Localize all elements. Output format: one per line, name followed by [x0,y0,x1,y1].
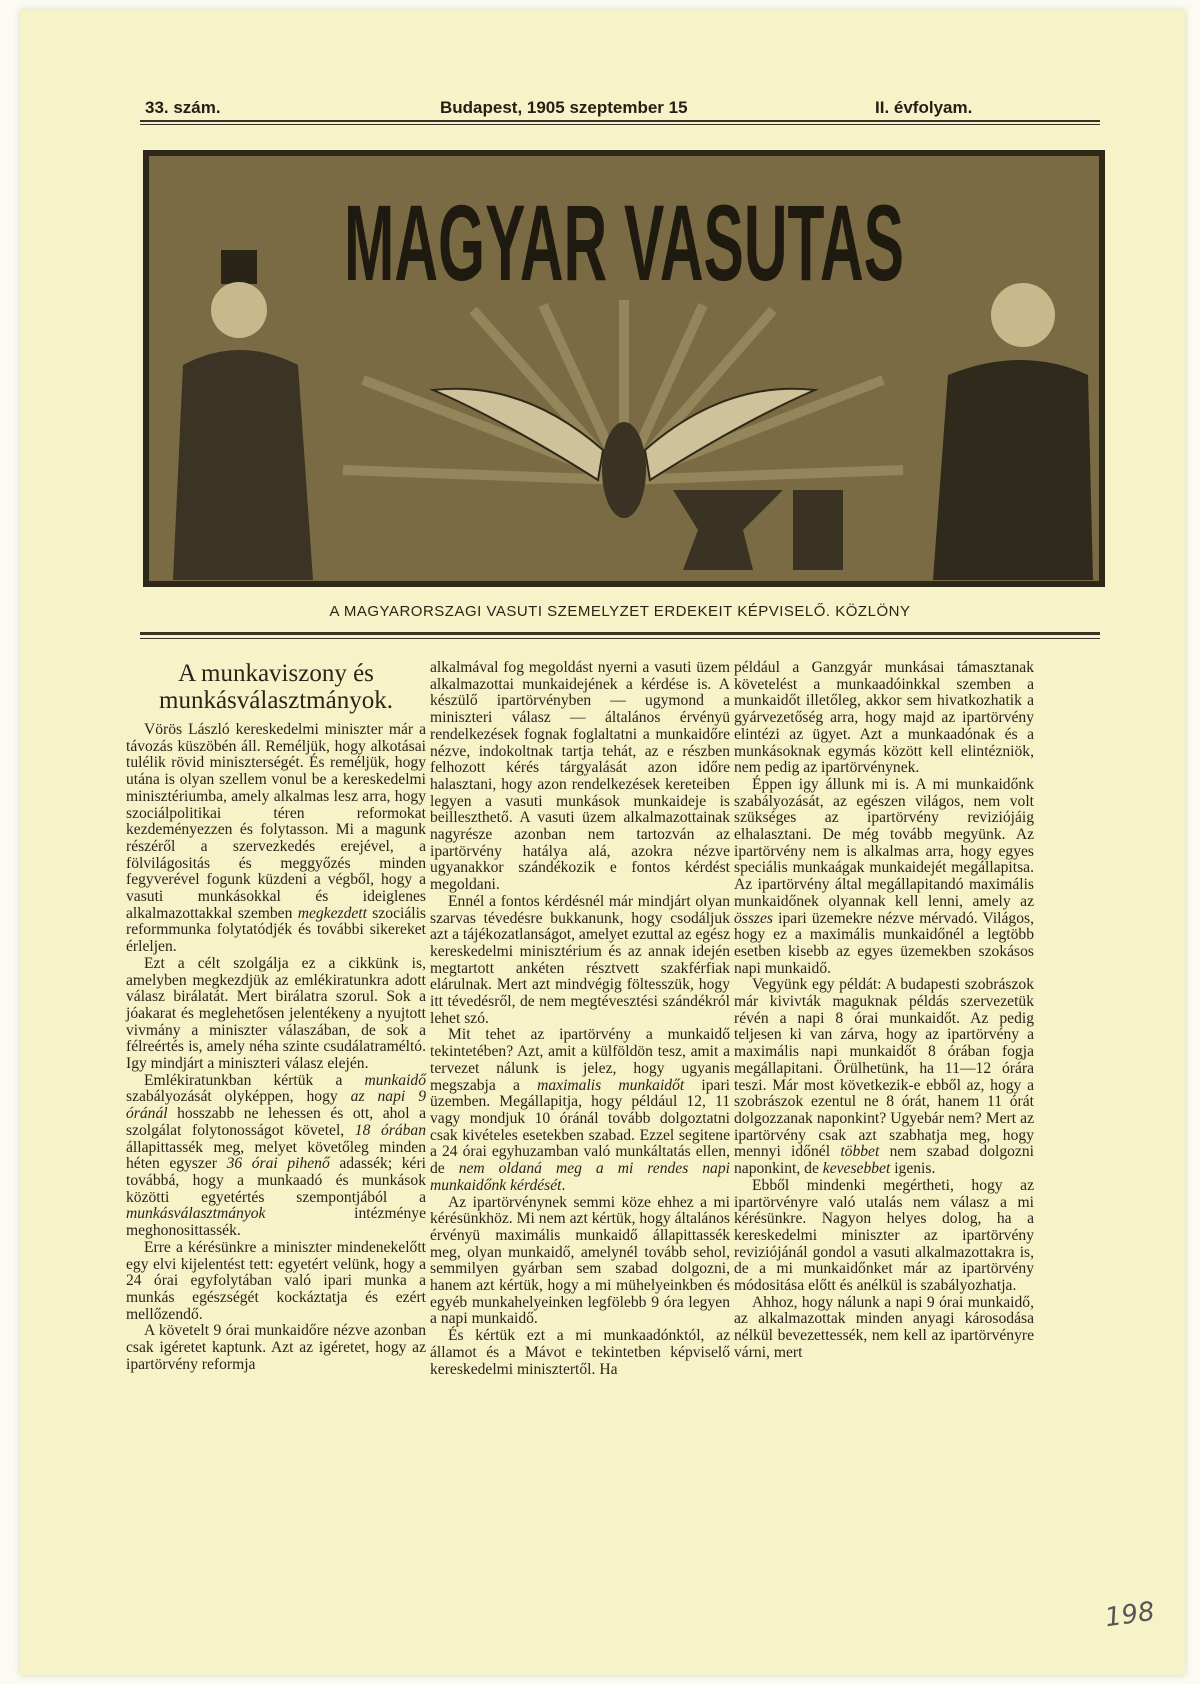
article-title: A munkaviszony és munkásválasztmányok. [159,660,393,714]
masthead-title: MAGYAR VASUTAS [344,182,904,303]
body-text: Ezt a célt szolgálja ez a cikkünk is, amelyben megkezdjük az emlékiratunkra adott válasz birálatát. Mert birálatra szorul. Sok a jóakarat és meglehetősen jelentékeny a nyujtott vivmány a miniszter válaszában, de sok a félreértés is, amely néha szinte csudálatraméltó. Igy mindjárt a miniszteri válasz elején. [126,954,426,1073]
body-text: hosszabb ne lehessen és ott, ahol a szolgálat folytonosságot követel, [126,1105,426,1139]
body-text: intézménye meghonosittassék. [126,1205,426,1240]
body-text: Az ipartörvénynek semmi köze ehhez a mi kérésünkhöz. Mi nem azt kértük, hogy általános érvényü maximális munkaidő állapittassék meg, olyan munkaidő, amelynél tovább sehol, semmilyen gyárban sem szabad dolgozni, hanem azt kértük, hogy a mi mühelyeinkben és egyéb munkahelyeinken legfölebb 9 óra legyen a napi munkaidő. [430,1193,730,1328]
body-text: Vegyünk egy példát: A budapesti szobrászok már kivivták maguknak példás szervezetük révén a napi 8 órai munkaidőt. Az pedig teljesen ki van zárva, hogy az ipartörvény a maximális napi munkaidőt 8 órában fogja megállapitani. Örülhetünk, ha 11—12 órára teszi. Már most következik-e ebből az, hogy a szobrászok ezentul ne 8 órát, hanem 11 órát dolgozzanak naponkint? Ugyebár nem? Mert az ipartörvény csak azt szabhatja meg, hogy mennyi időnél [734,976,1034,1161]
body-text: Éppen igy állunk mi is. A mi munkaidőnk szabályozását, az egészen világos, nem volt szükséges az ipartörvény reviziójáig elhalasztani. De még tovább megyünk. Az ipartörvény nem is alkalmas arra, hogy egyes speciális munkaágak munkaidejét megállapitsa. Az ipartörvény által megállapitandó maximális munkaidőnek olyannak kell lenni, amely az [734,775,1034,910]
article-paragraph [430,1195,730,1329]
body-text: Ebből mindenki megértheti, hogy az ipartörvényre való utalás nem válasz a mi kérésünkre. Nagyon helyes dolog, ha a kereskedelmi miniszter az ipartörvény reviziójánál gondol a vasuti alkalmazottakra is, de a mi munkaidőnket már az ipartörvény módositása előtt és anélkül is szabályozhatja. [734,1176,1034,1295]
body-text: A követelt 9 órai munkaidőre nézve azonban csak igéretet kaptunk. Azt az igéretet, hogy az ipartörvény reformja [126,1322,426,1373]
article-paragraph [430,1328,730,1378]
body-text: ipari üzemben. Megállapitja, hogy például 12, 11 vagy mondjuk 10 óránál tovább dolgoztatni csak kivételes esetekben szabad. Ezzel segitene a 24 órai egyhuzamban való munkáltatás ellen, de [430,1076,730,1178]
body-text: például a Ganzgyár munkásai támasztanak követelést a munkaadóinkkal szemben a munkaidőt illetőleg, akkor sem hivatkozhatik a gyárvezetőség arra, hogy majd az ipartörvény elintézi az ügyet. Azt a munkaadónak és a munkásoknak egymás között kell elintézniök, nem pedig az ipartörvénynek. [734,659,1034,777]
header-rule [140,120,1100,122]
emphasis-text: megkezdett [297,904,367,922]
body-text: igenis. [890,1160,936,1178]
article-paragraph [734,777,1034,977]
article-paragraph [126,1240,426,1324]
body-text: . [561,1176,566,1194]
article-paragraph [734,1295,1034,1362]
masthead-subtitle: A MAGYARORSZAGI VASUTI SZEMELYZET ERDEKEIT KÉPVISELŐ. KÖZLÖNY [329,603,911,620]
caption-rule [140,632,1100,635]
emphasis-text: 36 órai pihenő [226,1155,330,1173]
body-text: Ahhoz, hogy nálunk a napi 9 órai munkaidő, az alkalmazottak minden anyagi károsodása nélkül bevezettessék, nem kell az ipartörvényre várni, mert [734,1293,1034,1361]
article-paragraph [734,660,1034,777]
article-column-2 [430,660,730,1378]
emphasis-text: 18 órában [354,1121,427,1139]
emphasis-text: nem oldaná meg a mi rendes napi munkaidőnk kérdését [430,1160,730,1194]
emphasis-text: maximalis munkaidőt [537,1076,685,1094]
body-text: Vörös László kereskedelmi miniszter már a távozás küszöbén áll. Reméljük, hogy alkotásai tulélik rövid miniszterségét. És reméljük, hogy utána is olyan szellem vonul be a kereskedelmi minisztériumba, amely alkalmas lesz arra, hogy szociálpolitikai téren reformokat kezdeményezzen és folytasson. Mi a magunk részéről a szervezkedés erejével, a fölvilágositás és meggyőzés minden fegyverével fogunk küzdeni a végből, hogy a vasuti munkásokkal és ideiglenes alkalmazottakkal szemben [126,721,426,922]
body-text: adassék; kéri továbbá, hogy a munkaadó és munkások közötti egyetértés szempontjából a [126,1155,427,1206]
handwritten-page-number: 198 [1103,1596,1157,1634]
newspaper-page [20,10,1185,1675]
body-text: Emlékiratunkban kértük a [144,1071,365,1089]
article-paragraph [126,956,426,1073]
body-text: ipari üzemekre nézve mérvadó. Világos, hogy ez a maximális munkaidőnél a legtöbb esetben kisebb az egyes üzemekben szokásos napi munkaidő. [734,909,1034,977]
emphasis-text: munkásválasztmányok [126,1205,266,1223]
article-paragraph [126,1323,426,1373]
article-column-1 [126,660,426,1373]
article-paragraph [430,894,730,1028]
article-paragraph [126,1073,426,1240]
dateline: Budapest, 1905 szeptember 15 [440,98,688,117]
header-rule-thin [140,124,1100,125]
body-text: alkalmával fog megoldást nyerni a vasuti üzem alkalmazottai munkaidejének a kérdése is. A készülő ipartörvényben — ugymond a miniszteri válasz — általános érvényü rendelkezések fognak foglaltatni a munkaidőre nézve, indokoltnak tartja tehát, az e részben felhozott kérés tárgyalását azon időre halasztani, hogy azon rendelkezések kereteiben legyen a vasuti munkások munkaideje is beilleszthető. A vasuti üzem alkalmazottainak nagyrésze azonban nem tartozván az ipartörvény hatálya alá, azokra nézve ugyanakkor szándékozik e fontos kérdést megoldani. [430,659,730,894]
volume: II. évfolyam. [875,98,973,117]
body-text: szociális reformmunka folytatódjék és további sikereket érleljen. [126,904,426,956]
article-paragraph [126,722,426,956]
masthead-illustration [143,150,1105,587]
caption-rule-thin [140,638,1100,639]
body-text: Erre a kérésünkre a miniszter mindenekelőtt egy elvi kijelentést tett: egyetért velünk, hogy a 24 órai egyfolytában való ipari munka a munkás egészségét kockáztatja és ezért mellőzendő. [126,1238,426,1323]
body-text: Ennél a fontos kérdésnél már mindjárt olyan szarvas tévedésre bukkanunk, hogy csodáljuk azt a tájékozatlanságot, amelyet ezuttal az egész kereskedelmi minisztérium és az annak idején megtartott ankéten résztvett szakférfiak elárulnak. Mert azt mindvégig föltesszük, hogy itt tévedésről, de nem megtévesztési szándékról lehet szó. [430,892,731,1027]
emphasis-text: az napi 9 óránál [126,1088,426,1123]
article-paragraph [734,1178,1034,1295]
article-paragraph [430,1027,730,1194]
body-text: állapittassék meg, melyet követőleg minden héten egyszer [126,1138,426,1173]
emphasis-text: összes [734,909,773,927]
emphasis-text: munkaidő [364,1071,426,1089]
body-text: szabályozását olyképpen, hogy [126,1088,351,1106]
body-text: Mit tehet az ipartörvény a munkaidő tekintetében? Azt, amit a külföldön tesz, amit a tervezet nálunk is jelez, hogy ugyanis megszabja a [430,1026,730,1094]
emphasis-text: többet [840,1143,880,1161]
article-column-3 [734,660,1034,1362]
article-paragraph [734,977,1034,1177]
issue-number: 33. szám. [145,98,221,117]
article-paragraph [430,660,730,894]
emphasis-text: kevesebbet [822,1160,891,1178]
body-text: nem szabad dolgozni naponkint, de [734,1143,1034,1178]
body-text: És kértük ezt a mi munkaadónktól, az államot és a Mávot e tekintetben képviselő kereskedelmi minisztertől. Ha [430,1327,730,1378]
